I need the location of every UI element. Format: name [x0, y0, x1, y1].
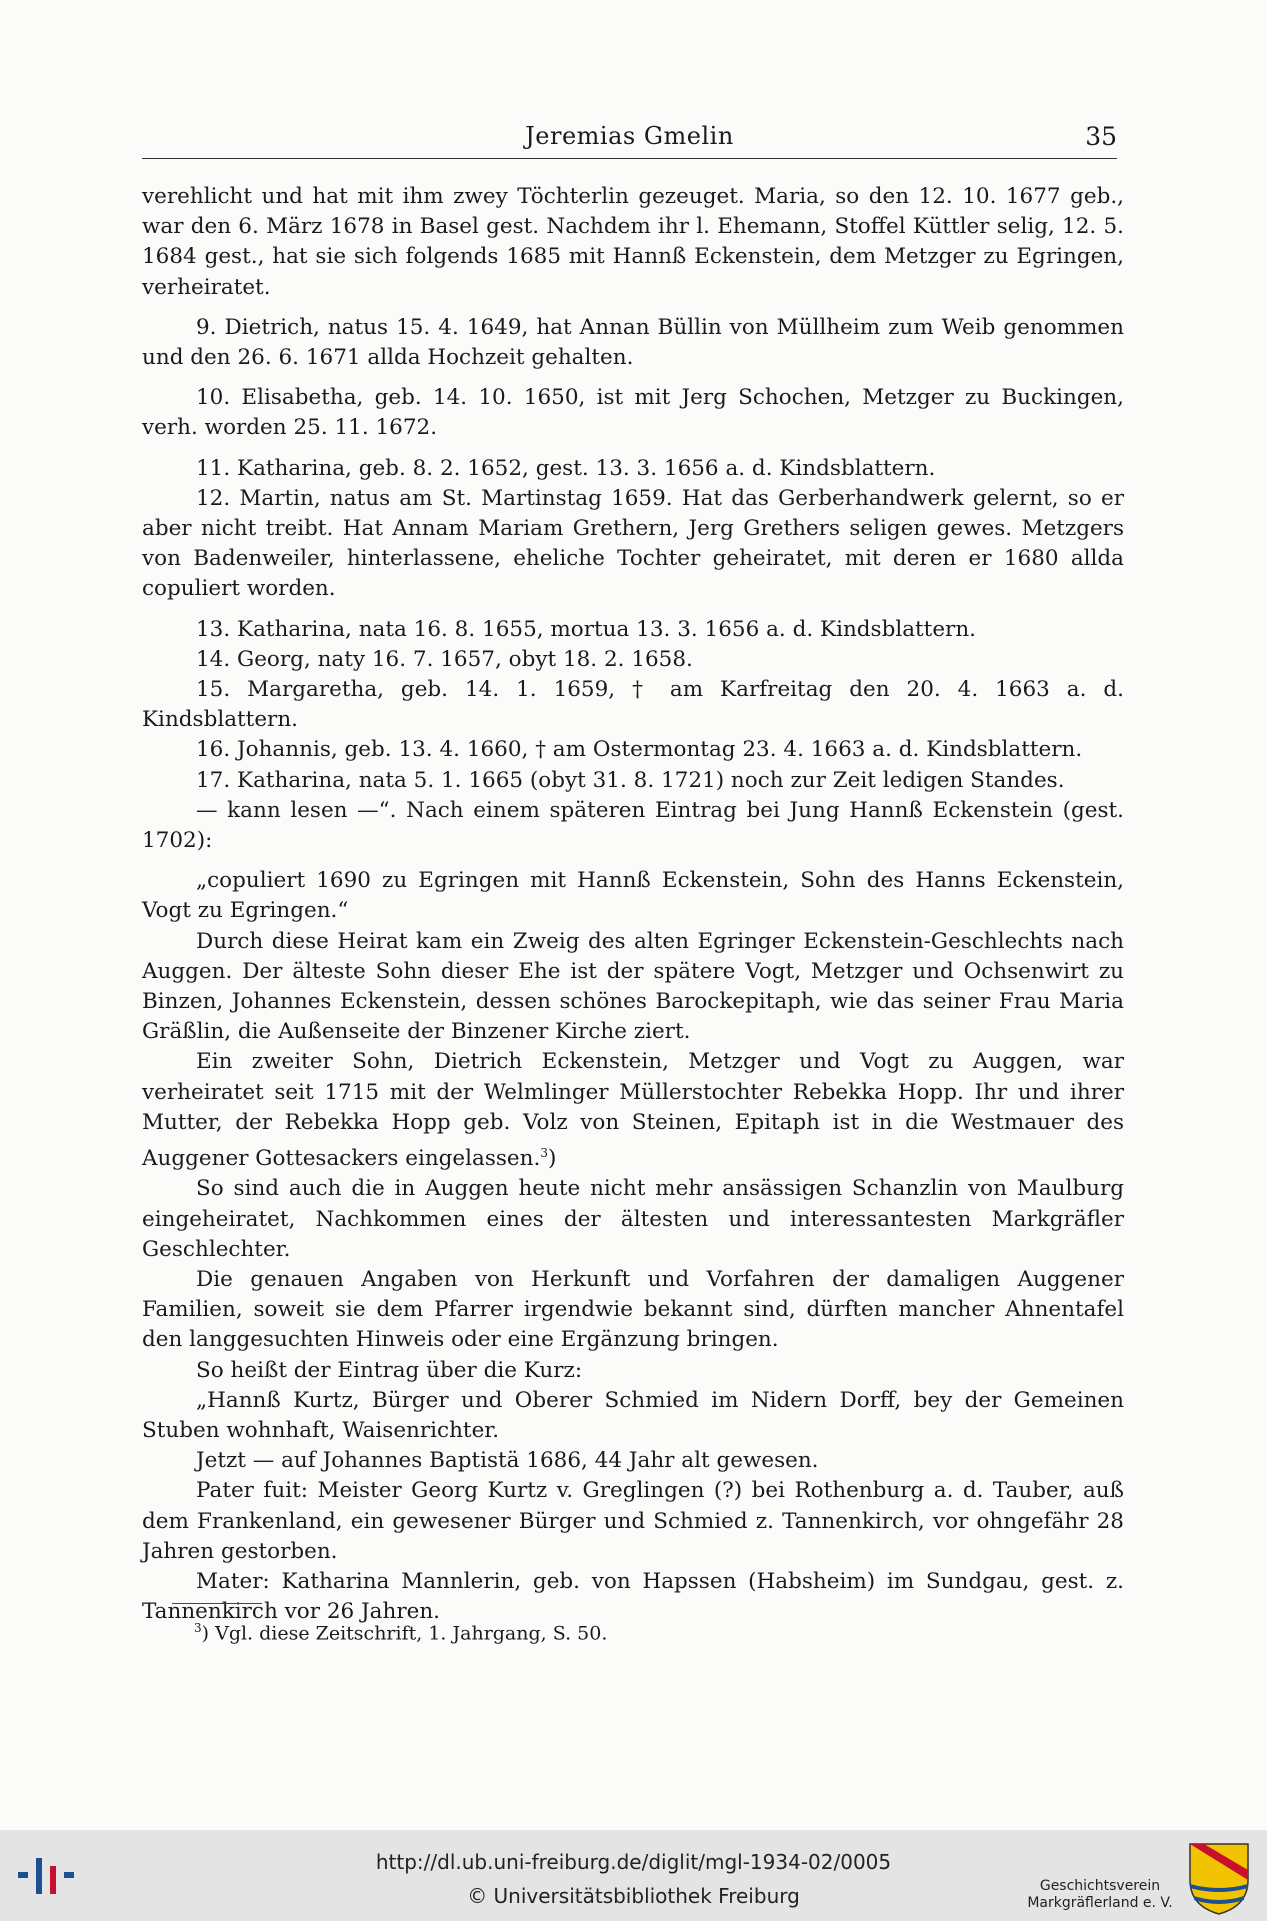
society-line-2: Markgräflerland e. V.: [1027, 1895, 1173, 1911]
paragraph: Durch diese Heirat kam ein Zweig des alten Egringer Eckenstein-Geschlechts nach Auggen. Der älteste Sohn dieser Ehe ist der spätere Vogt, Metzger und Ochsenwirt zu Binzen, Johannes Eckenstein, dessen schönes Barockepitaph, wie das seiner Frau Maria Gräßlin, die Außenseite der Binzener Kirche ziert.: [142, 928, 1124, 1045]
quote-paragraph: „copuliert 1690 zu Egringen mit Hannß Eckenstein, Sohn des Hanns Eckenstein, Vogt zu Egringen.“: [142, 868, 1124, 924]
quote-paragraph: „Hannß Kurtz, Bürger und Oberer Schmied im Nidern Dorff, bey der Gemeinen Stuben wohnhaft, Waisenrichter.: [142, 1387, 1124, 1444]
paragraph: 13. Katharina, nata 16. 8. 1655, mortua 13. 3. 1656 a. d. Kindsblattern.: [196, 616, 977, 642]
paragraph: 11. Katharina, geb. 8. 2. 1652, gest. 13. 3. 1656 a. d. Kindsblattern.: [196, 455, 936, 481]
paragraph: So sind auch die in Auggen heute nicht mehr ansässigen Schanzlin von Maulburg eingeheiratet, Nachkommen eines der ältesten und interessantesten Markgräfler Geschlechter.: [142, 1176, 1124, 1262]
paragraph: So heißt der Eintrag über die Kurz:: [196, 1357, 583, 1383]
paragraph: Pater fuit: Meister Georg Kurtz v. Greglingen (?) bei Rothenburg a. d. Tauber, auß dem Frankenland, ein gewesener Bürger und Schmied z. Tannenkirch, vor ohngefähr 28 Jahren gestorben.: [142, 1478, 1124, 1564]
page-number: 35: [1085, 122, 1117, 151]
footer-url-link[interactable]: http://dl.ub.uni-freiburg.de/diglit/mgl-1934-02/0005: [375, 1850, 892, 1874]
body-text: [142, 182, 1124, 1628]
footnote-reference: 3: [540, 1146, 548, 1161]
paragraph: Die genauen Angaben von Herkunft und Vorfahren der damaligen Auggener Familien, soweit sie dem Pfarrer irgendwie bekannt sind, dürften mancher Ahnentafel den langgesuchten Hinweis oder eine Ergänzung bringen.: [142, 1267, 1124, 1353]
paragraph: 12. Martin, natus am St. Martinstag 1659. Hat das Gerberhandwerk gelernt, so er aber nicht treibt. Hat Annam Mariam Grethern, Jerg Grethers seligen gewes. Metzgers von Badenweiler, hinterlassene, eheliche Tochter geheiratet, mit deren er 1680 allda copuliert worden.: [142, 485, 1124, 602]
paragraph: 14. Georg, naty 16. 7. 1657, obyt 18. 2. 1658.: [196, 646, 693, 672]
coat-of-arms-icon[interactable]: [1186, 1840, 1252, 1916]
paragraph-text: Ein zweiter Sohn, Dietrich Eckenstein, Metzger und Vogt zu Auggen, war verheiratet seit 1715 mit der Welmlinger Müllerstochter Rebekka Hopp. Ihr und ihrer Mutter, der Rebekka Hopp geb. Volz von Steinen, Epitaph ist in die Westmauer des Auggener Gottesackers eingelassen.: [142, 1049, 1124, 1172]
footnote: [194, 1614, 1094, 1647]
footnote-marker: 3: [194, 1621, 202, 1635]
paragraph: verehlicht und hat mit ihm zwey Töchterlin gezeuget. Maria, so den 12. 10. 1677 geb., war den 6. März 1678 in Basel gest. Nachdem ihr l. Ehemann, Stoffel Küttler selig, 12. 5. 1684 gest., hat sie sich folgends 1685 mit Hannß Eckenstein, dem Metzger zu Egringen, verheiratet.: [142, 184, 1124, 300]
society-name[interactable]: [1020, 1878, 1180, 1912]
footer-copyright: © Universitätsbibliothek Freiburg: [467, 1884, 800, 1908]
paragraph: [142, 1047, 1124, 1174]
paragraph: 16. Johannis, geb. 13. 4. 1660, † am Ostermontag 23. 4. 1663 a. d. Kindsblattern.: [196, 737, 1083, 763]
paragraph: 9. Dietrich, natus 15. 4. 1649, hat Annan Büllin von Müllheim zum Weib genommen und den 26. 6. 1671 allda Hochzeit gehalten.: [142, 314, 1124, 371]
society-line-1: Geschichtsverein: [1039, 1878, 1161, 1894]
paragraph: 10. Elisabetha, geb. 14. 10. 1650, ist mit Jerg Schochen, Metzger zu Buckingen, verh. worden 25. 11. 1672.: [142, 385, 1124, 441]
paragraph: Jetzt — auf Johannes Baptistä 1686, 44 Jahr alt gewesen.: [196, 1448, 819, 1474]
paragraph: 17. Katharina, nata 5. 1. 1665 (obyt 31. 8. 1721) noch zur Zeit ledigen Standes.: [196, 767, 1065, 793]
page-header: [142, 122, 1117, 158]
viewer-footer: [0, 1830, 1267, 1921]
paragraph: Mater: Katharina Mannlerin, geb. von Hapssen (Habsheim) im Sundgau, gest. z. Tannenkirch vor 26 Jahren.: [142, 1569, 1124, 1625]
paragraph-text-end: ): [547, 1146, 557, 1172]
footnote-text: ) Vgl. diese Zeitschrift, 1. Jahrgang, S. 50.: [201, 1622, 608, 1645]
paragraph: 15. Margaretha, geb. 14. 1. 1659, † am Karfreitag den 20. 4. 1663 a. d. Kindsblattern.: [142, 677, 1124, 733]
header-rule: [142, 158, 1117, 159]
footnote-rule: [172, 1603, 262, 1604]
running-title: Jeremias Gmelin: [525, 122, 734, 150]
paragraph: — kann lesen —“. Nach einem späteren Eintrag bei Jung Hannß Eckenstein (gest. 1702):: [142, 797, 1124, 854]
